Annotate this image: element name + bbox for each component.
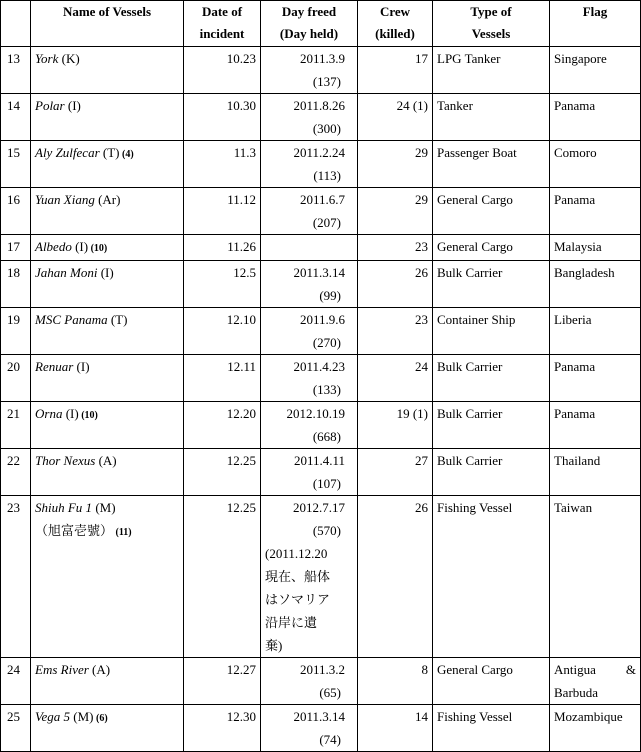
day-held: (570) [312, 523, 341, 538]
vessel-suffix: (M) [92, 500, 116, 515]
header-freed-line1: Day freed [281, 4, 337, 19]
day-held: (668) [312, 429, 341, 444]
vessel-name-cell [31, 658, 184, 705]
header-name: Name of Vessels [31, 1, 184, 47]
day-held: (74) [319, 732, 341, 747]
day-held: (270) [312, 335, 341, 350]
day-held: (113) [313, 168, 341, 183]
vessel-name: Ems River [35, 662, 89, 677]
day-freed-cell [261, 308, 358, 355]
header-date-line2: incident [199, 26, 245, 41]
vessel-type: Tanker [433, 94, 550, 141]
table-row [1, 705, 641, 752]
day-held: (300) [312, 121, 341, 136]
day-freed-cell [261, 496, 358, 658]
remark-line: 棄) [265, 638, 283, 653]
vessel-flag: Malaysia [550, 235, 641, 261]
header-type-line1: Type of [470, 4, 512, 19]
vessel-suffix: (I) [71, 239, 89, 254]
vessel-suffix: (I) [97, 265, 114, 280]
vessel-type: Passenger Boat [433, 141, 550, 188]
vessel-name: MSC Panama [35, 312, 108, 327]
table-row [1, 261, 641, 308]
day-freed: 2011.3.9 [299, 51, 345, 66]
header-crew [358, 1, 433, 47]
vessel-note: (4) [119, 149, 134, 160]
table-row [1, 449, 641, 496]
vessel-name-cell [31, 449, 184, 496]
vessel-name: Polar [35, 98, 65, 113]
vessel-flag: Panama [550, 94, 641, 141]
header-flag: Flag [550, 1, 641, 47]
header-row [1, 1, 641, 47]
vessel-suffix: (T) [99, 145, 120, 160]
day-freed: 2011.3.14 [293, 709, 345, 724]
row-number: 19 [1, 308, 31, 355]
table-row [1, 47, 641, 94]
header-date-line1: Date of [201, 4, 243, 19]
day-freed-cell [261, 188, 358, 235]
day-freed: 2012.7.17 [293, 500, 345, 515]
remark-line: 沿岸に遺 [265, 615, 318, 630]
vessel-suffix: (I) [64, 98, 81, 113]
day-freed: 2011.4.11 [293, 453, 345, 468]
vessel-flag: Singapore [550, 47, 641, 94]
vessel-name: Orna [35, 406, 63, 421]
incident-date: 11.3 [184, 141, 261, 188]
header-freed [261, 1, 358, 47]
crew-count: 24 (1) [358, 94, 433, 141]
vessel-name: Thor Nexus [35, 453, 96, 468]
vessel-note: (11) [113, 527, 132, 538]
incident-date: 11.26 [184, 235, 261, 261]
vessel-flag [550, 658, 641, 705]
day-held: (133) [312, 382, 341, 397]
vessel-note: (6) [93, 713, 108, 724]
vessel-type: General Cargo [433, 235, 550, 261]
day-held: (65) [319, 685, 341, 700]
incident-date: 12.27 [184, 658, 261, 705]
vessel-name-cell [31, 705, 184, 752]
day-freed: 2011.2.24 [293, 145, 345, 160]
vessel-flag: Panama [550, 402, 641, 449]
day-freed: 2011.9.6 [299, 312, 345, 327]
row-number: 24 [1, 658, 31, 705]
row-number: 13 [1, 47, 31, 94]
vessel-type: Bulk Carrier [433, 355, 550, 402]
vessel-name: York [35, 51, 59, 66]
day-freed: 2011.6.7 [299, 192, 345, 207]
vessel-type: Bulk Carrier [433, 261, 550, 308]
vessel-flag: Liberia [550, 308, 641, 355]
day-freed-cell [261, 705, 358, 752]
vessel-name-cell [31, 355, 184, 402]
day-freed-cell [261, 449, 358, 496]
table-row [1, 141, 641, 188]
crew-count: 26 [358, 261, 433, 308]
vessel-suffix: (A) [95, 453, 117, 468]
vessel-flag: Panama [550, 355, 641, 402]
vessel-name: Shiuh Fu 1 [35, 500, 93, 515]
crew-count: 27 [358, 449, 433, 496]
flag-part: Antigua [554, 662, 596, 677]
header-crew-line1: Crew [379, 4, 411, 19]
table-row [1, 355, 641, 402]
vessel-flag: Mozambique [550, 705, 641, 752]
day-freed-cell [261, 402, 358, 449]
day-freed-cell [261, 47, 358, 94]
incident-date: 12.11 [184, 355, 261, 402]
vessel-name: Vega 5 [35, 709, 71, 724]
header-date [184, 1, 261, 47]
row-number: 20 [1, 355, 31, 402]
row-number: 15 [1, 141, 31, 188]
vessel-name: Renuar [35, 359, 74, 374]
day-freed-cell [261, 355, 358, 402]
vessel-name: Yuan Xiang [35, 192, 95, 207]
day-held: (107) [312, 476, 341, 491]
crew-count: 24 [358, 355, 433, 402]
crew-count: 29 [358, 141, 433, 188]
row-number: 17 [1, 235, 31, 261]
flag-part: Barbuda [554, 685, 599, 700]
vessel-name-cell [31, 141, 184, 188]
crew-count: 29 [358, 188, 433, 235]
incident-date: 12.5 [184, 261, 261, 308]
day-freed-cell [261, 235, 358, 261]
remark-line: はソマリア [265, 592, 331, 607]
vessel-name-cell [31, 496, 184, 658]
vessel-suffix: (A) [88, 662, 111, 677]
vessel-flag: Taiwan [550, 496, 641, 658]
row-number: 21 [1, 402, 31, 449]
vessel-suffix: (Ar) [94, 192, 121, 207]
day-freed-cell [261, 141, 358, 188]
table-row [1, 496, 641, 658]
incident-date: 12.25 [184, 449, 261, 496]
header-num [1, 1, 31, 47]
vessel-suffix: (I) [73, 359, 90, 374]
table-body [1, 47, 641, 752]
day-held: (99) [319, 288, 341, 303]
vessel-name-cell [31, 47, 184, 94]
vessel-type: Bulk Carrier [433, 402, 550, 449]
vessel-suffix: (K) [58, 51, 80, 66]
flag-amp: & [625, 662, 636, 677]
header-crew-line2: (killed) [375, 26, 415, 41]
vessel-name-cell [31, 308, 184, 355]
crew-count: 23 [358, 235, 433, 261]
crew-count: 26 [358, 496, 433, 658]
day-freed: 2011.3.2 [299, 662, 345, 677]
row-number: 23 [1, 496, 31, 658]
day-freed: 2011.3.14 [293, 265, 345, 280]
header-freed-line2: (Day held) [279, 26, 339, 41]
remark-line: 現在、船体 [265, 569, 331, 584]
vessel-flag: Panama [550, 188, 641, 235]
vessel-type: Container Ship [433, 308, 550, 355]
vessel-alt-name: （旭富壱號） [35, 523, 114, 538]
vessel-note: (10) [88, 243, 108, 254]
table-row [1, 94, 641, 141]
day-held: (137) [312, 74, 341, 89]
vessel-type: General Cargo [433, 188, 550, 235]
incident-date: 12.25 [184, 496, 261, 658]
header-type [433, 1, 550, 47]
vessel-type: Fishing Vessel [433, 496, 550, 658]
table-row [1, 235, 641, 261]
crew-count: 14 [358, 705, 433, 752]
incident-date: 12.30 [184, 705, 261, 752]
day-freed-cell [261, 658, 358, 705]
row-number: 22 [1, 449, 31, 496]
vessel-type: General Cargo [433, 658, 550, 705]
table-row [1, 402, 641, 449]
vessel-name-cell [31, 402, 184, 449]
crew-count: 8 [358, 658, 433, 705]
table-row [1, 188, 641, 235]
vessel-name-cell [31, 94, 184, 141]
incident-date: 10.30 [184, 94, 261, 141]
remark-line: (2011.12.20 [265, 546, 328, 561]
vessel-suffix: (I) [62, 406, 79, 421]
day-freed: 2011.4.23 [293, 359, 345, 374]
day-held: (207) [312, 215, 341, 230]
vessel-note: (10) [78, 410, 98, 421]
incident-date: 10.23 [184, 47, 261, 94]
incident-date: 11.12 [184, 188, 261, 235]
vessel-name: Albedo [35, 239, 72, 254]
table-row [1, 308, 641, 355]
vessel-name-cell [31, 188, 184, 235]
vessel-flag: Bangladesh [550, 261, 641, 308]
vessel-name: Jahan Moni [35, 265, 98, 280]
vessel-suffix: (T) [107, 312, 128, 327]
crew-count: 19 (1) [358, 402, 433, 449]
vessel-type: LPG Tanker [433, 47, 550, 94]
vessel-name-cell [31, 261, 184, 308]
vessel-type: Fishing Vessel [433, 705, 550, 752]
row-number: 25 [1, 705, 31, 752]
table-row [1, 658, 641, 705]
vessel-flag: Thailand [550, 449, 641, 496]
row-number: 16 [1, 188, 31, 235]
vessel-name-cell [31, 235, 184, 261]
row-number: 14 [1, 94, 31, 141]
crew-count: 17 [358, 47, 433, 94]
row-number: 18 [1, 261, 31, 308]
day-freed: 2012.10.19 [286, 406, 345, 421]
crew-count: 23 [358, 308, 433, 355]
vessel-type: Bulk Carrier [433, 449, 550, 496]
header-type-line2: Vessels [471, 26, 511, 41]
day-freed-cell [261, 94, 358, 141]
vessel-flag: Comoro [550, 141, 641, 188]
day-freed-cell [261, 261, 358, 308]
vessel-suffix: (M) [70, 709, 94, 724]
day-freed: 2011.8.26 [293, 98, 345, 113]
vessel-name: Aly Zulfecar [35, 145, 100, 160]
incident-date: 12.20 [184, 402, 261, 449]
incident-date: 12.10 [184, 308, 261, 355]
